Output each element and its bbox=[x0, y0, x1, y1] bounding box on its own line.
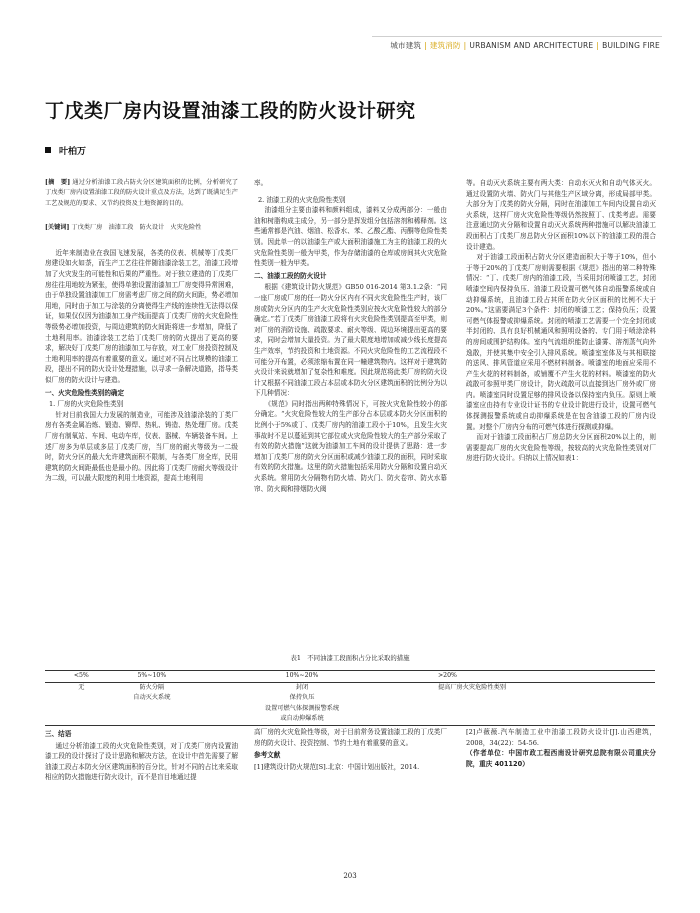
header-section-en: URBANISM AND ARCHITECTURE bbox=[469, 41, 594, 50]
body-paragraph: 《规范》同时指出两种特殊情况下，可按火灾危险性较小的部分确定。“火灾危险性较大的生产部分占本层或本防火分区面积的比例小于5%或丁、戊类厂房内的油漆工段小于10%，且发生火灾事故时不足以蔓延到其它部位或火灾危险性较大的生产部分采取了有效的防火措施”这就为油漆加工车间的设计提供了思路：进一步增加丁戊类厂房的防火分区面积或减少油漆工段的面积，同时采取有效的防火措施。这里的防火措施包括采用防火分隔和设置自动灭火系统。常用防火分隔物有防火墙、防火门、防火卷帘、防火水幕帘、防火阀和排烟防火阀 bbox=[254, 399, 447, 493]
table-cell: 自动灭火系统 bbox=[133, 694, 171, 701]
header-separator: | bbox=[424, 41, 427, 50]
table-row bbox=[45, 693, 655, 704]
author-line bbox=[45, 144, 86, 157]
reference-item: [2]卢薇薇.汽车制造工业中油漆工段防火设计[J].山西建筑，2008，34(22)：54-56. bbox=[466, 728, 656, 747]
table-row bbox=[45, 704, 655, 715]
header-separator: | bbox=[596, 41, 600, 50]
conclusion-column-1 bbox=[45, 727, 238, 783]
abstract bbox=[45, 178, 238, 209]
table-header-cell: 5%~10% bbox=[137, 672, 167, 679]
table-cell bbox=[45, 693, 118, 704]
article-title: 丁戊类厂房内设置油漆工段的防火设计研究 bbox=[45, 100, 416, 122]
body-paragraph: 而对于油漆工段面积占厂房总防火分区面积20%以上的，则需要提高厂房的火灾危险性等级，按较高的火灾危险性类别对厂房进行防火设计。归纳以上情况如表1： bbox=[466, 433, 656, 463]
section-heading-2: 二、油漆工段的防火设计 bbox=[254, 271, 327, 280]
table-cell bbox=[45, 704, 118, 715]
table-row bbox=[45, 682, 655, 693]
subsection-heading-1-1: 1. 厂房的火灾危险性类别 bbox=[48, 400, 124, 409]
running-header bbox=[390, 40, 660, 51]
author-name: 叶柏万 bbox=[59, 147, 87, 157]
body-paragraph: 通过分析油漆工段的火灾危险性类别，对丁戊类厂房内设置油漆工段的设计探讨了设计思路和解决方法，在设计中首先需要了解油漆工段占本防火分区建筑面积的百分比，针对不同的占比来采取相应的防火措施进行防火设计，而不是盲目地通过提 bbox=[45, 741, 238, 782]
table-cell: 防火分隔 bbox=[139, 683, 165, 691]
body-paragraph: 高厂房的火灾危险性等级，对于目前常务设置油漆工段的丁戊类厂房的防火设计、投资控制、节约土地有着重要的意义。 bbox=[254, 728, 447, 747]
measures-table bbox=[45, 670, 655, 726]
table-cell bbox=[418, 704, 655, 715]
table-cell bbox=[118, 704, 186, 715]
column-2 bbox=[254, 178, 447, 494]
body-paragraph: 对于油漆工段面积占防火分区建造面积大于等于10%，但小于等于20%的丁戊类厂房则需要根据《规范》指出的第二种特殊情况：“丁、戊类厂房内的油漆工段，当采用封闭喷漆工艺，封闭喷漆空间内保持负压、油漆工段设置可燃气体自动报警系统或自动抑爆系统，且油漆工段占其所在防火分区面积的比例不大于20%。”这需要满足3个条件：封闭的喷漆工艺；保持负压；设置可燃气体报警或抑爆系统。封闭的喷漆工艺需要一个完全封闭或半封闭的、具有良好机械通风和照明设备的、专门用于喷涂涂料的房间或围护结构体。室内气流组织能防止漆雾、溶剂蒸气向外逸散，并使其集中安全引入排风系统。喷漆室室体及与其相联接的送风、排风管道应采用不燃材料制备。喷漆室的地面应采用不产生火花的材料制备，或铺覆不产生火花的材料。喷漆室的防火疏散可参照甲类厂房设计，防火疏散可以直接到达厂房外或厂房内。喷漆室同时设置足够的排风设备以保持室内负压。原则上喷漆室应由持有专业设计证书的专业设计院进行设计，设置可燃气体探测报警系统或自动抑爆系统是在包含油漆工段的厂房内设置。对整个厂房内分布的可燃气体进行探测或抑爆。 bbox=[466, 253, 656, 431]
table-caption: 表1 不同油漆工段面积占分比采取的措施 bbox=[290, 654, 410, 662]
table-cell: 保持负压 bbox=[289, 694, 315, 701]
body-paragraph: 根据《建筑设计防火规范》GB50 016-2014 第3.1.2条：“同一座厂房或厂房的任一防火分区内有不同火灾危险性生产时，该厂房或防火分区内的生产火灾危险性类别应按火灾危险性较大的部分确定。”若丁戊类厂房油漆工段将有火灾危险性类别提高至甲类，则对厂房的消防设施、疏散要求、耐火等级、周边环境提出更高的要求，同时会增加大量投资。为了最大限度地增加或减少线长度提高生产效率，节约投资和土地资源。不同火灾危险性的工艺流程段不可能分开布置，必须浓缩布置在同一幢建筑物内。这样对于建筑防火设计来说就增加了复杂性和难度。因此规范将此类厂房的防火设计又根据不同油漆工段占本层或本防火分区建筑面积的比例分为以下几种情况： bbox=[254, 283, 447, 398]
table-1 bbox=[45, 653, 655, 726]
table-cell: 无 bbox=[78, 683, 85, 691]
table-cell: 或自动抑爆系统 bbox=[280, 715, 324, 722]
header-separator: | bbox=[463, 41, 467, 50]
abstract-text: 通过分析油漆工段占防火分区建筑面积的比例，分析研究了丁戊类厂房内设置油漆工段的防火设计重点及方法，达到了既满足生产工艺及规范的要求、又节约投资及土地资源的目的。 bbox=[45, 179, 239, 207]
table-header-cell: 10%~20% bbox=[285, 672, 319, 679]
section-heading-1: 一、火灾危险性类别的确定 bbox=[45, 388, 125, 397]
reference-item: [1]建筑设计防火规范[S].北京：中国计划出版社，2014. bbox=[254, 762, 420, 771]
conclusion-column-2 bbox=[254, 727, 447, 772]
keywords-label: [关键词] bbox=[45, 224, 70, 232]
table-cell bbox=[45, 714, 118, 725]
conclusion-column-3 bbox=[466, 727, 656, 769]
header-category-en: BUILDING FIRE bbox=[602, 41, 660, 50]
column-1 bbox=[45, 178, 238, 484]
body-paragraph: 率。 bbox=[254, 179, 268, 187]
keywords-text: 丁戊类厂房 油漆工段 防火设计 火灾危险性 bbox=[71, 224, 202, 232]
table-cell bbox=[418, 693, 655, 704]
abstract-label: [摘 要] bbox=[45, 179, 71, 186]
keywords bbox=[45, 223, 238, 234]
header-category-cn: 建筑消防 bbox=[429, 41, 461, 50]
subsection-heading-1-2: 2. 油漆工段的火灾危险性类别 bbox=[257, 195, 346, 204]
table-header-cell: <5% bbox=[73, 672, 89, 679]
body-paragraph: 油漆组分主要由漆料和颜料组成，漆料又分成两部分：一般由油和树脂构成主成分，另一部分是挥发组分包括溶剂和稀释剂。这些通常都是汽油、烟油、松香水、苯、乙酸乙酯、丙酮等危险性类别。因此单一的以油漆生产或大面积油漆施工为主的油漆工段的火灾危险性类别一般为甲类，作为存储油漆的仓库或房间其火灾危险性类别一般为甲类。 bbox=[254, 206, 447, 268]
column-3 bbox=[466, 178, 656, 464]
table-header-cell: >20% bbox=[437, 672, 457, 679]
author-affiliation: （作者单位：中国市政工程西南设计研究总院有限公司重庆分院，重庆 401120） bbox=[466, 749, 656, 768]
table-header-row bbox=[45, 671, 655, 683]
table-cell: 设置可燃气体探测报警系统 bbox=[264, 704, 340, 712]
header-rule bbox=[372, 36, 662, 37]
section-heading-3: 三、结语 bbox=[45, 730, 72, 738]
table-cell: 封闭 bbox=[295, 683, 309, 691]
intro-paragraph: 近年来制造业在我国飞速发展，各类的仪表、机械等丁戊类厂房建设如火如荼，而生产工艺往往伴随油漆涂装工艺，油漆工段增加了火灾发生的可能性和后果的严重性。对于独立建造的丁戊类厂房往往用地较为紧张，使得单独设置油漆加工厂房变得异常困难，由于单独设置油漆加工厂房需考虑厂房之间的防火间距，势必增加用地，同时由于加工与涂装的分离使得生产线的连续性无法得以保证，如果仅仅因为油漆加工身产线而提高丁戊类厂房的火灾危险性等级势必增加投资，与周边建筑的防火间距将进一步增加，降低了土地利用率。油漆涂装工艺给丁戊类厂房的防火提出了更高的要求，解决好丁戊类厂房的油漆加工与存放，对工业厂房投资控制及土地利用率的提高有着重要的意义。通过对不同占比规模的油漆工段，提出不同的防火设计处理措施，以寻求一条解决道路，指导类似厂房的防火设计与建造。 bbox=[45, 248, 238, 384]
table-cell bbox=[118, 714, 186, 725]
author-bullet-icon bbox=[45, 147, 51, 153]
table-cell: 提高厂房火灾危险性类别 bbox=[437, 683, 507, 691]
references-heading: 参考文献 bbox=[254, 751, 281, 760]
body-paragraph: 等。自动灭火系统主要有两大类：自动水灭火和自动气体灭火。通过设置防火墙、防火门与其他生产区域分离，形成局部甲类。大部分为丁戊类的防火分隔，同时在油漆加工车间内设置自动灭火系统，这样厂房火灾危险性等级仍然按照丁、戊类考虑。需要注意通过防火分隔和设置自动灭火系统两种措施可以解决油漆工段面积占丁戊类厂房总防火分区面积10%以下的油漆工段的混合设计建造。 bbox=[466, 179, 656, 251]
page-number: 203 bbox=[343, 872, 357, 880]
header-section-cn: 城市建筑 bbox=[390, 41, 422, 50]
body-paragraph: 针对目前我国大力发展的制造业，可能涉及油漆涂装的丁类厂房有各类金属冶炼、锻造、铆焊、热轧、铸造、热处理厂房。戊类厂房有制氧站、车间、电动车库，仪表、器械、车辆装备车间。上述厂房多为单层或多层丁戊类厂房，当厂房的耐火等级为一二级时，防火分区的最大允许建筑面积不限制，与各类厂房全库，民用建筑的防火间距最低也是最小的。因此将丁戊类厂房耐火等级设计为二级，可以最大限度的利用土地资源，提高土地利用 bbox=[45, 410, 238, 483]
table-row bbox=[45, 714, 655, 725]
table-cell bbox=[418, 714, 655, 725]
